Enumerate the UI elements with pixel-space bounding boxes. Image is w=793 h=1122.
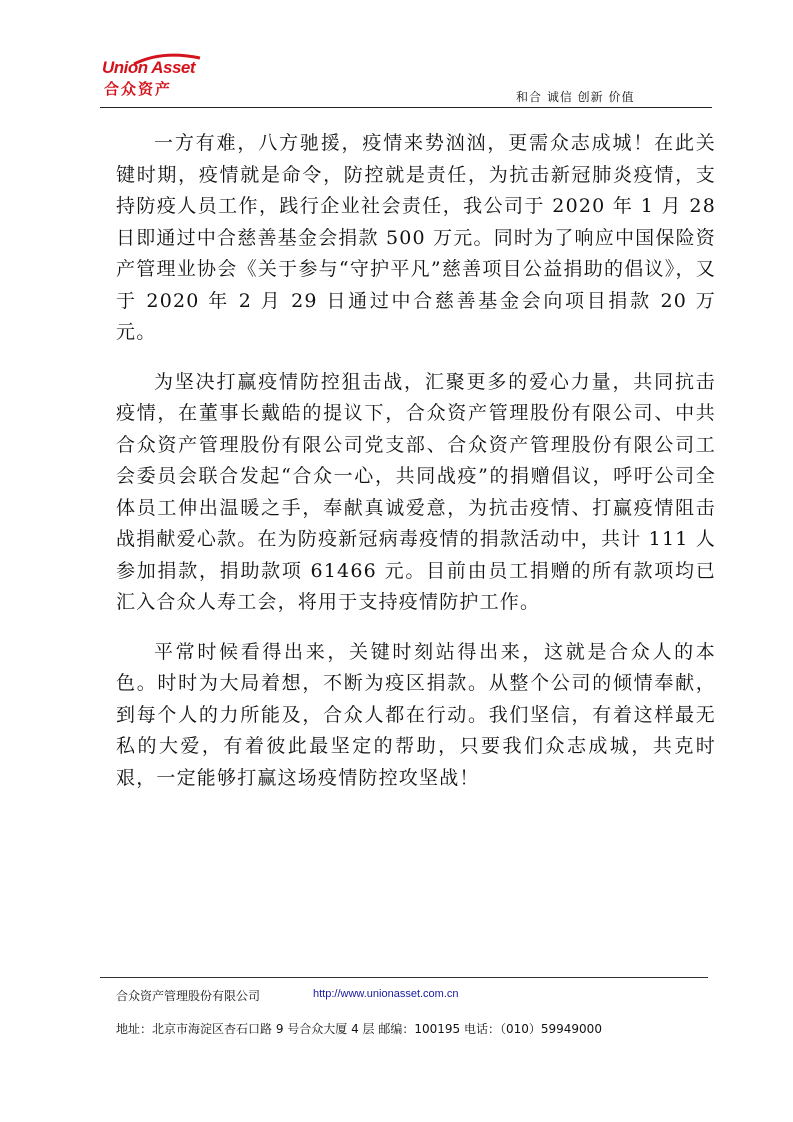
- footer-contact-address: 地址：北京市海淀区杏石口路 9 号合众大厦 4 层 邮编：100195 电话：（010）59949000: [116, 1022, 602, 1036]
- company-slogan: 和合 诚信 创新 价值: [516, 90, 635, 104]
- paragraph-closing: 平常时候看得出来，关键时刻站得出来，这就是合众人的本色。时时为大局着想，不断为疫区捐款。从整个公司的倾情奉献，到每个人的力所能及，合众人都在行动。我们坚信，有着这样最无私的大爱，有着彼此最坚定的帮助，只要我们众志成城，共克时艰，一定能够打赢这场疫情防控攻坚战！: [116, 640, 716, 789]
- footer-divider: [100, 977, 708, 978]
- footer-company-name: 合众资产管理股份有限公司: [116, 989, 261, 1003]
- paragraph-employee-donation: 为坚决打赢疫情防控狙击战，汇聚更多的爱心力量，共同抗击疫情，在董事长戴皓的提议下，合众资产管理股份有限公司、中共合众资产管理股份有限公司党支部、合众资产管理股份有限公司工会委员会联合发起“合众一心，共同战疫”的捐赠倡议，呼吁公司全体员工伸出温暖之手，奉献真诚爱意，为抗击疫情、打赢疫情阻击战捐献爱心款。在为防疫新冠病毒疫情的捐款活动中，共计 111 人参加捐款，捐助款项 61466 元。目前由员工捐赠的所有款项均已汇入合众人寿工会，将用于支持疫情防护工作。: [116, 370, 716, 613]
- company-logo: [102, 58, 222, 104]
- logo-english-text: Union Asset: [102, 58, 196, 77]
- footer-website-link[interactable]: http://www.unionasset.com.cn: [313, 988, 459, 1000]
- document-body: [116, 128, 716, 812]
- header-divider: [100, 107, 712, 108]
- logo-chinese-text: 合众资产: [104, 80, 173, 98]
- paragraph-donation-summary: 一方有难，八方驰援，疫情来势汹汹，更需众志成城！在此关键时期，疫情就是命令，防控就是责任，为抗击新冠肺炎疫情，支持防疫人员工作，践行企业社会责任，我公司于 2020 年 1 月 28 日即通过中合慈善基金会捐款 500 万元。同时为了响应中国保险资产管理业协会《关于参与“守护平凡”慈善项目公益捐助的倡议》，又于 2020 年 2 月 29 日通过中合慈善基金会向项目捐款 20 万元。: [116, 132, 716, 343]
